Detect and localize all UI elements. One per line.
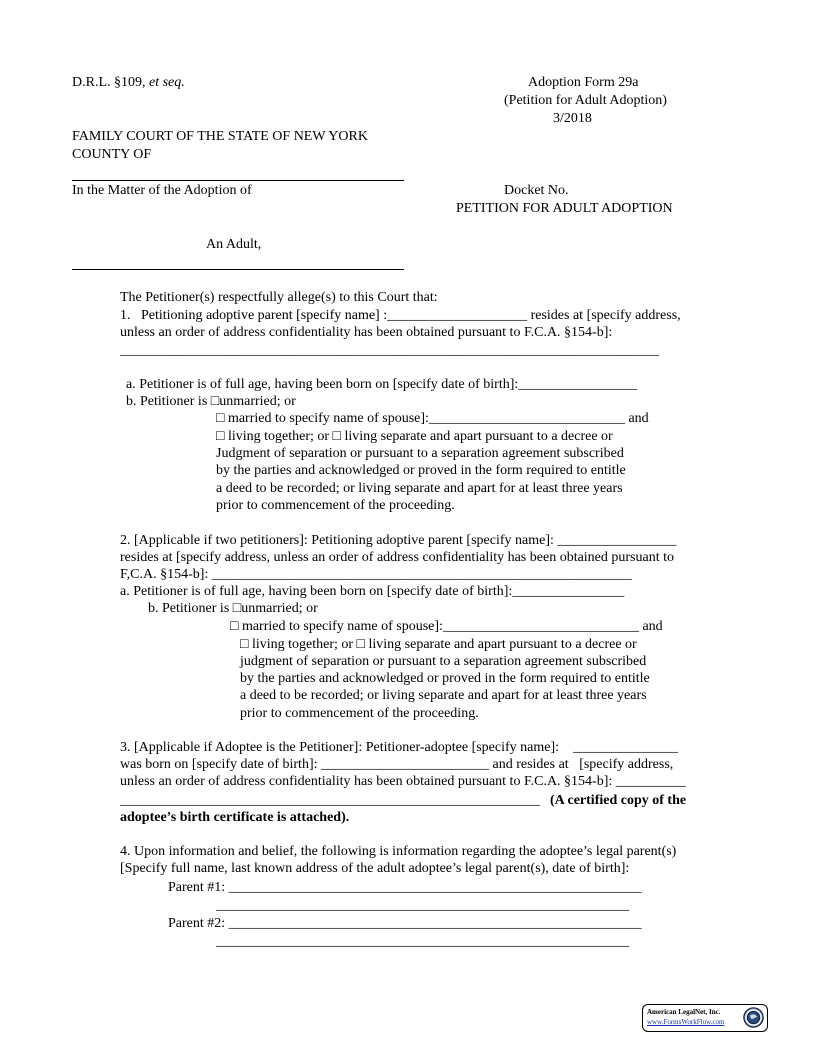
section2-separation-text: by the parties and acknowledged or proved in the form required to entitle — [240, 671, 650, 686]
section1-living-option: □ living together; or □ living separate and apart pursuant to a decree or — [216, 429, 613, 444]
county-label: COUNTY OF — [72, 147, 152, 162]
section2-living-option: □ living together; or □ living separate and apart pursuant to a decree or — [240, 637, 637, 652]
caption-rule-top — [72, 180, 404, 181]
section3-line3: unless an order of address confidentiality has been obtained pursuant to F.C.A. §154-b]: __________ — [120, 774, 686, 789]
parent1-continuation: ___________________________________________________________ — [216, 898, 629, 913]
court-name: FAMILY COURT OF THE STATE OF NEW YORK — [72, 129, 368, 144]
section1-line1: 1. Petitioning adoptive parent [specify name] :____________________ resides at [specify address, — [120, 308, 681, 323]
certificate-note-cont: adoptee’s birth certificate is attached). — [120, 810, 350, 825]
section1-item-b: b. Petitioner is □unmarried; or — [126, 394, 296, 409]
section1-item-a: a. Petitioner is of full age, having been born on [specify date of birth]:_________________ — [126, 377, 638, 392]
matter-caption: In the Matter of the Adoption of — [72, 183, 252, 198]
form-number: Adoption Form 29a — [528, 75, 639, 90]
section2-separation-text: prior to commencement of the proceeding. — [240, 706, 479, 721]
form-date: 3/2018 — [553, 111, 592, 126]
parent2-field: Parent #2: ___________________________________________________________ — [168, 916, 642, 931]
globe-seal-icon — [743, 1007, 764, 1028]
parent2-continuation: ___________________________________________________________ — [216, 934, 629, 949]
section3-line1: 3. [Applicable if Adoptee is the Petitioner]: Petitioner-adoptee [specify name]: _______________ — [120, 740, 679, 755]
section2-item-b: b. Petitioner is □unmarried; or — [148, 601, 318, 616]
section3-line2: was born on [specify date of birth]: ________________________ and resides at [specify address, — [120, 757, 674, 772]
section1-address-blank: _____________________________________________________________________________ — [120, 343, 659, 358]
section2-separation-text: judgment of separation or pursuant to a separation agreement subscribed — [240, 654, 647, 669]
section1-separation-text: by the parties and acknowledged or proved in the form required to entitle — [216, 463, 626, 478]
section1-line2: unless an order of address confidentiality has been obtained pursuant to F.C.A. §154-b]: — [120, 325, 613, 340]
section2-separation-text: a deed to be recorded; or living separate and apart for at least three years — [240, 688, 647, 703]
section1-separation-text: Judgment of separation or pursuant to a separation agreement subscribed — [216, 446, 624, 461]
section4-line2: [Specify full name, last known address of the adult adoptee’s legal parent(s), date of birth]: — [120, 861, 630, 876]
logo-url-link[interactable]: www.FormsWorkFlow.com — [647, 1018, 725, 1026]
caption-rule-bottom — [72, 269, 404, 270]
logo-company: American LegalNet, Inc. — [647, 1008, 721, 1016]
section2-married-option: □ married to specify name of spouse]:____________________________ and — [230, 619, 663, 634]
section4-line1: 4. Upon information and belief, the following is information regarding the adoptee’s legal parent(s) — [120, 844, 677, 859]
section2-line3: F,C.A. §154-b]: ____________________________________________________________ — [120, 567, 632, 582]
section1-separation-text: a deed to be recorded; or living separate and apart for at least three years — [216, 481, 623, 496]
parent1-field: Parent #1: ___________________________________________________________ — [168, 880, 642, 895]
section2-line1: 2. [Applicable if two petitioners]: Petitioning adoptive parent [specify name]: _________________ — [120, 533, 677, 548]
docket-label: Docket No. — [504, 183, 569, 198]
form-title: (Petition for Adult Adoption) — [504, 93, 667, 108]
section1-married-option: □ married to specify name of spouse]:____________________________ and — [216, 411, 649, 426]
section2-line2: resides at [specify address, unless an order of address confidentiality has been obtained pursuant to — [120, 550, 674, 565]
section1-separation-text: prior to commencement of the proceeding. — [216, 498, 455, 513]
adult-label: An Adult, — [206, 237, 262, 252]
document-title: PETITION FOR ADULT ADOPTION — [456, 201, 673, 216]
intro-text: The Petitioner(s) respectfully allege(s) to this Court that: — [120, 290, 438, 305]
statute-reference: D.R.L. §109, et seq. — [72, 75, 185, 90]
section2-item-a: a. Petitioner is of full age, having been born on [specify date of birth]:________________ — [120, 584, 625, 599]
certificate-note: (A certified copy of the — [550, 793, 687, 808]
legalnet-logo — [642, 1004, 768, 1032]
section3-address-blank: ____________________________________________________________ — [120, 793, 540, 808]
